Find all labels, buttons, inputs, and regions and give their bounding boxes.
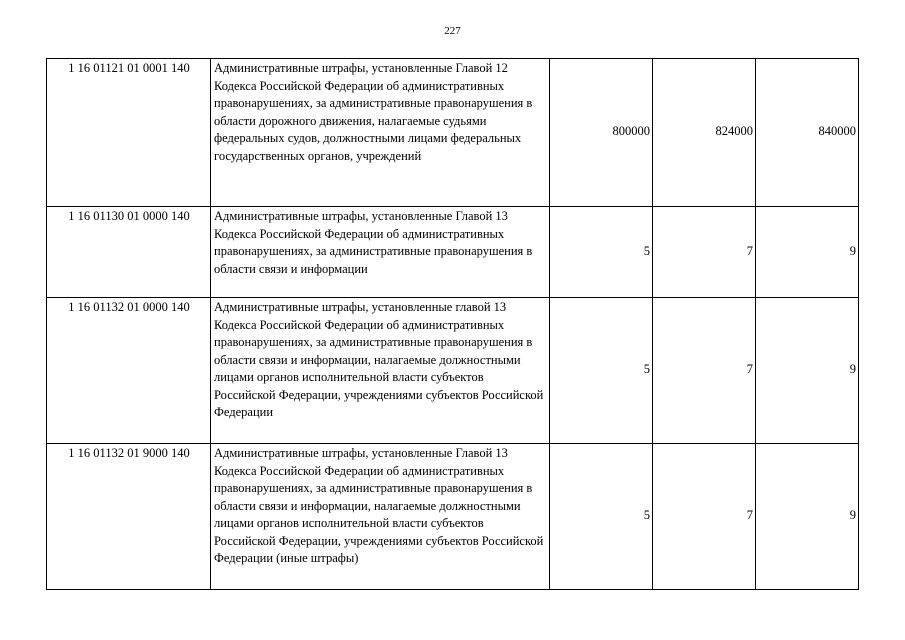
revenue-description-cell: Административные штрафы, установленные главой 13 Кодекса Российской Федерации об административных правонарушениях, за административные правонарушения в области связи и информации, налагаемые должностными лицами органов исполнительной власти субъектов Российской Федерации, учреждениями субъектов Российской Федерации — [211, 298, 550, 444]
year-2-amount-cell: 7 — [653, 298, 756, 444]
year-2-amount-cell: 824000 — [653, 59, 756, 207]
table-row — [47, 298, 859, 444]
page-number: 227 — [444, 25, 461, 37]
year-1-amount-cell: 800000 — [550, 59, 653, 207]
year-1-amount-cell: 5 — [550, 207, 653, 298]
table-row — [47, 59, 859, 207]
revenue-code-cell: 1 16 01132 01 9000 140 — [47, 444, 211, 590]
year-3-amount-cell: 840000 — [756, 59, 859, 207]
revenue-description-cell: Административные штрафы, установленные Главой 13 Кодекса Российской Федерации об административных правонарушениях, за административные правонарушения в области связи и информации — [211, 207, 550, 298]
year-2-amount-cell: 7 — [653, 207, 756, 298]
year-3-amount-cell: 9 — [756, 207, 859, 298]
table-row — [47, 444, 859, 590]
year-2-amount-cell: 7 — [653, 444, 756, 590]
year-1-amount-cell: 5 — [550, 298, 653, 444]
budget-revenue-table — [46, 58, 859, 590]
year-1-amount-cell: 5 — [550, 444, 653, 590]
revenue-code-cell: 1 16 01132 01 0000 140 — [47, 298, 211, 444]
table-row — [47, 207, 859, 298]
year-3-amount-cell: 9 — [756, 444, 859, 590]
year-3-amount-cell: 9 — [756, 298, 859, 444]
revenue-code-cell: 1 16 01130 01 0000 140 — [47, 207, 211, 298]
revenue-description-cell: Административные штрафы, установленные Главой 12 Кодекса Российской Федерации об административных правонарушениях, за административные правонарушения в области дорожного движения, налагаемые судьями федеральных судов, должностными лицами федеральных государственных органов, учреждений — [211, 59, 550, 207]
revenue-code-cell: 1 16 01121 01 0001 140 — [47, 59, 211, 207]
revenue-description-cell: Административные штрафы, установленные Главой 13 Кодекса Российской Федерации об административных правонарушениях, за административные правонарушения в области связи и информации, налагаемые должностными лицами органов исполнительной власти субъектов Российской Федерации, учреждениями субъектов Российской Федерации (иные штрафы) — [211, 444, 550, 590]
